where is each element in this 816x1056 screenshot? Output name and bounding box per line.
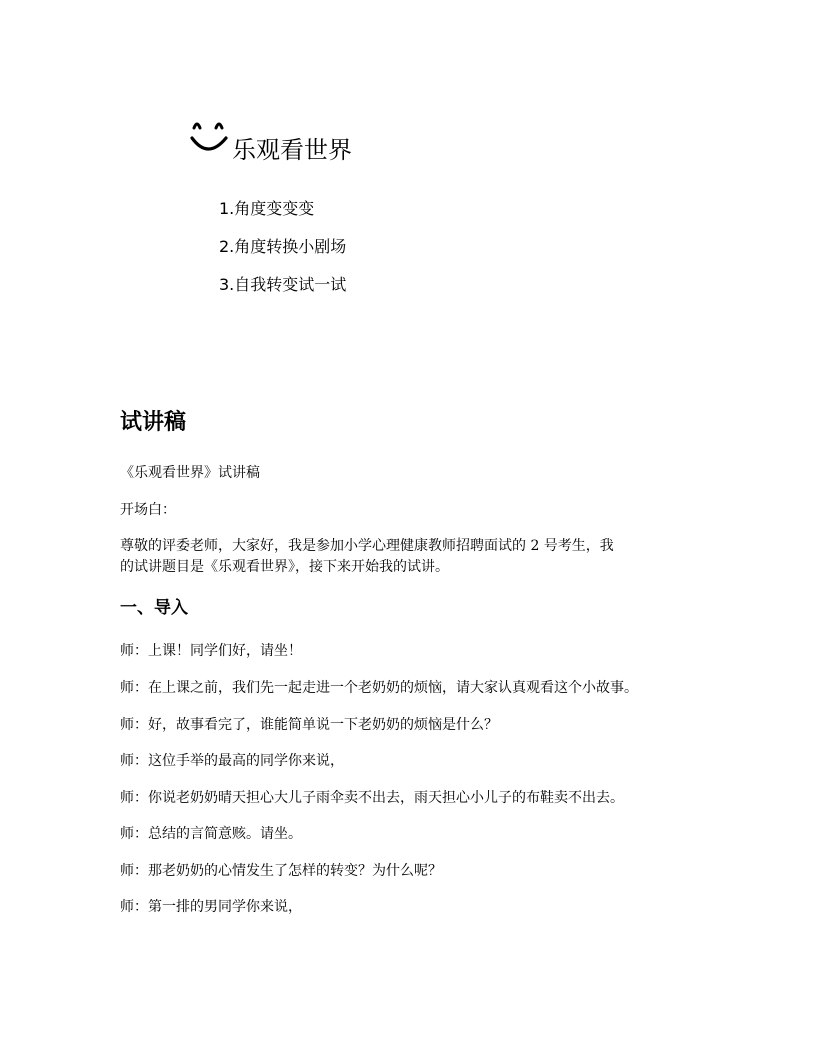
dialogue-line: 师：你说老奶奶晴天担心大儿子雨伞卖不出去，雨天担心小儿子的布鞋卖不出去。 (120, 790, 624, 806)
doc-title-line: 《乐观看世界》试讲稿 (120, 465, 260, 481)
dialogue-line: 师：那老奶奶的心情发生了怎样的转变？为什么呢？ (120, 863, 442, 879)
section-heading: 试讲稿 (120, 410, 187, 435)
smiley-face-icon (190, 118, 232, 156)
opening-line-2: 的试讲题目是《乐观看世界》，接下来开始我的试讲。 (120, 559, 449, 575)
dialogue-line: 师：上课！同学们好，请坐！ (120, 643, 302, 659)
dialogue-line: 师：总结的言简意赅。请坐。 (120, 826, 302, 842)
opening-label: 开场白： (120, 502, 176, 518)
outline-item-2: 2.角度转换小剧场 (219, 237, 347, 256)
dialogue-line: 师：在上课之前，我们先一起走进一个老奶奶的烦恼，请大家认真观看这个小故事。 (120, 680, 638, 696)
part-heading: 一、导入 (120, 598, 188, 618)
page-title: 乐观看世界 (232, 136, 352, 164)
outline-item-1: 1.角度变变变 (219, 199, 315, 218)
dialogue-line: 师：这位手举的最高的同学你来说， (120, 753, 344, 769)
opening-line-1: 尊敬的评委老师，大家好，我是参加小学心理健康教师招聘面试的 2 号考生，我 (120, 538, 614, 554)
dialogue-line: 师：好，故事看完了，谁能简单说一下老奶奶的烦恼是什么？ (120, 717, 498, 733)
dialogue-line: 师：第一排的男同学你来说， (120, 899, 302, 915)
outline-item-3: 3.自我转变试一试 (219, 275, 347, 294)
